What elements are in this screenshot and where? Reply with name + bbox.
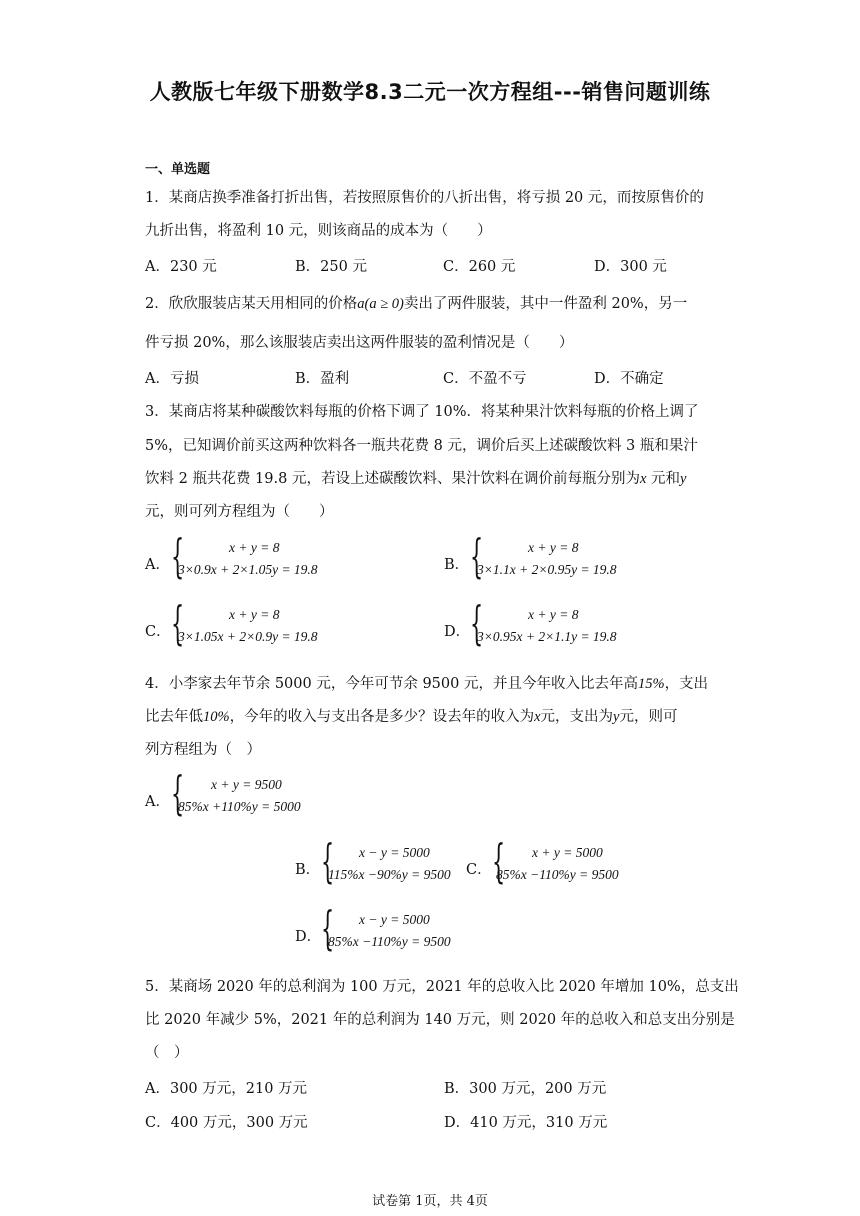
question-4-line-2 xyxy=(145,705,677,726)
question-5-line-1: 5．某商场 2020 年的总利润为 100 万元，2021 年的总收入比 2020 年增加 10%，总支出 xyxy=(145,979,739,995)
q4-var-x: x xyxy=(534,709,541,725)
question-3-line-2: 5%，已知调价前买这两种饮料各一瓶共花费 8 元，调价后买上述碳酸饮料 3 瓶和果汁 xyxy=(145,438,698,454)
equation-2: 115%x −90%y = 9500 xyxy=(328,867,451,882)
q5-option-a: A．300 万元，210 万元 xyxy=(145,1081,308,1097)
q5-option-c: C．400 万元，300 万元 xyxy=(145,1115,308,1131)
equation-1: x + y = 8 xyxy=(229,607,280,622)
brace-icon: { xyxy=(171,596,185,650)
option-label: C． xyxy=(466,862,492,878)
question-1-line-2: 九折出售，将盈利 10 元，则该商品的成本为（ ） xyxy=(145,223,492,239)
q4-text-c: 比去年低 xyxy=(145,709,203,725)
q2-option-a: A．亏损 xyxy=(145,371,199,387)
q4-option-a xyxy=(145,766,365,821)
q3-option-d xyxy=(444,596,664,651)
equation-2: 85%x −110%y = 9500 xyxy=(496,867,619,882)
equation-2: 3×0.95x + 2×1.1y = 19.8 xyxy=(477,629,617,644)
q4-option-b xyxy=(295,834,475,889)
q4-text-f: 元，则可 xyxy=(619,709,678,725)
option-label: D． xyxy=(444,624,471,640)
section-heading: 一、单选题 xyxy=(145,162,211,177)
equation-1: x − y = 5000 xyxy=(359,845,430,860)
q3-option-b xyxy=(444,529,664,584)
option-label: B． xyxy=(295,862,321,878)
option-label: C． xyxy=(145,624,171,640)
equation-2: 85%x −110%y = 9500 xyxy=(328,934,451,949)
equation-1: x + y = 8 xyxy=(229,540,280,555)
brace-icon: { xyxy=(171,766,185,820)
question-2-line-2: 件亏损 20%，那么该服装店卖出这两件服装的盈利情况是（ ） xyxy=(145,335,574,351)
q4-text-e: 元，支出为 xyxy=(540,709,614,725)
equation-2: 85%x +110%y = 5000 xyxy=(178,799,301,814)
question-5-line-3: （ ） xyxy=(145,1045,189,1061)
q1-option-b: B．250 元 xyxy=(295,259,367,275)
question-3-line-4: 元，则可列方程组为（ ） xyxy=(145,504,334,520)
q1-option-d: D．300 元 xyxy=(594,259,667,275)
question-4-line-3: 列方程组为（ ） xyxy=(145,742,261,758)
equation-2: 3×1.05x + 2×0.9y = 19.8 xyxy=(178,629,318,644)
q4-percent-2: 10% xyxy=(203,709,230,725)
q4-var-y: y xyxy=(613,709,620,725)
equation-1: x + y = 9500 xyxy=(211,777,282,792)
brace-icon: { xyxy=(321,834,335,888)
brace-icon: { xyxy=(171,529,185,583)
brace-icon: { xyxy=(470,596,484,650)
question-1-line-1: 1．某商店换季准备打折出售，若按照原售价的八折出售，将亏损 20 元，而按原售价的 xyxy=(145,190,704,206)
question-5-line-2: 比 2020 年减少 5%，2021 年的总利润为 140 万元，则 2020 年的总收入和总支出分别是 xyxy=(145,1012,735,1028)
q4-text-a: 4．小李家去年节余 5000 元，今年可节余 9500 元，并且今年收入比去年高 xyxy=(145,676,638,692)
page-footer: 试卷第 1页，共 4页 xyxy=(372,1194,488,1209)
q3-var-y: y xyxy=(680,471,687,487)
q3-option-a xyxy=(145,529,365,584)
q5-option-b: B．300 万元，200 万元 xyxy=(444,1081,607,1097)
q3-text-a: 饮料 2 瓶共花费 19.8 元，若设上述碳酸饮料、果汁饮料在调价前每瓶分别为 xyxy=(145,471,640,487)
q4-option-c xyxy=(466,834,656,889)
equation-2: 3×1.1x + 2×0.95y = 19.8 xyxy=(477,562,617,577)
question-4-line-1 xyxy=(145,672,708,693)
option-label: A． xyxy=(145,557,170,573)
q3-text-b: 元和 xyxy=(651,471,680,487)
option-label: A． xyxy=(145,794,170,810)
brace-icon: { xyxy=(492,834,506,888)
option-label: B． xyxy=(444,557,470,573)
equation-2: 3×0.9x + 2×1.05y = 19.8 xyxy=(178,562,318,577)
q1-option-a: A．230 元 xyxy=(145,259,217,275)
page-title: 人教版七年级下册数学8.3二元一次方程组---销售问题训练 xyxy=(149,80,711,104)
question-3-line-1: 3．某商店将某种碳酸饮料每瓶的价格下调了 10%．将某种果汁饮料每瓶的价格上调了 xyxy=(145,404,699,420)
q3-option-c xyxy=(145,596,365,651)
option-label: D． xyxy=(295,929,322,945)
q4-text-b: ，支出 xyxy=(664,676,709,692)
q2-option-c: C．不盈不亏 xyxy=(443,371,527,387)
question-3-line-3 xyxy=(145,467,686,488)
q2-option-b: B．盈利 xyxy=(295,371,350,387)
brace-icon: { xyxy=(321,901,335,955)
q2-math: a(a ≥ 0) xyxy=(357,296,404,312)
equation-1: x − y = 5000 xyxy=(359,912,430,927)
q1-option-c: C．260 元 xyxy=(443,259,516,275)
equation-1: x + y = 8 xyxy=(528,607,579,622)
q4-percent-1: 15% xyxy=(637,676,665,692)
q2-option-d: D．不确定 xyxy=(594,371,664,387)
q2-text-b: 卖出了两件服装，其中一件盈利 20%，另一 xyxy=(403,296,688,312)
q2-text-a: 2．欣欣服装店某天用相同的价格 xyxy=(145,296,358,312)
brace-icon: { xyxy=(470,529,484,583)
q3-var-x: x xyxy=(639,471,647,487)
question-2-line-1 xyxy=(145,292,687,313)
q4-text-d: ，今年的收入与支出各是多少？设去年的收入为 xyxy=(229,709,535,725)
equation-1: x + y = 5000 xyxy=(532,845,603,860)
q5-option-d: D．410 万元，310 万元 xyxy=(444,1115,608,1131)
equation-1: x + y = 8 xyxy=(528,540,579,555)
q4-option-d xyxy=(295,901,475,956)
